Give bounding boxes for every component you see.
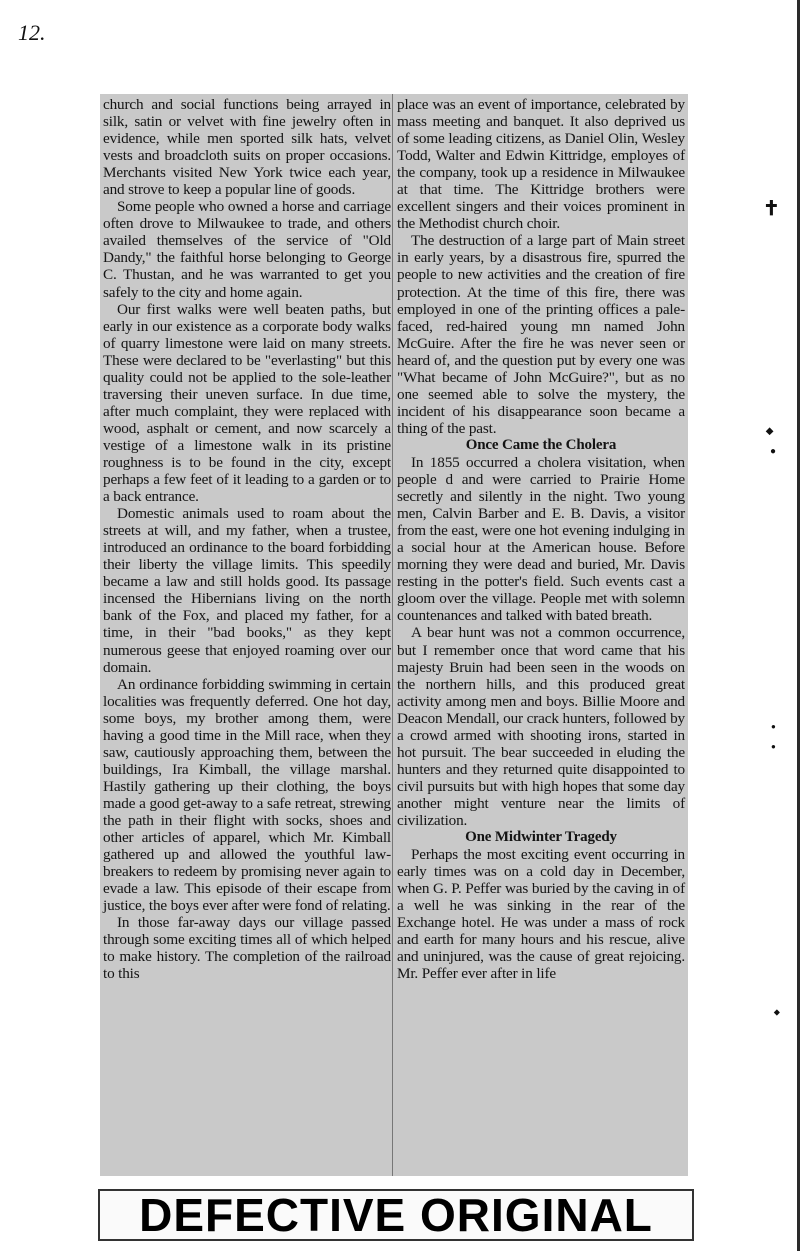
margin-dot: ●: [771, 722, 776, 731]
paragraph: Domestic animals used to roam about the streets at will, and my father, when a trustee, introduced an ordinance to the board forbidding their liberty the village limits. This speedily became a law and still holds good. Its passage incensed the Hibernians living on the north bank of the Fox, and placed my father, for a time, in their "bad books," as they kept numerous geese that enjoyed roaming over our domain.: [103, 505, 391, 676]
paragraph: A bear hunt was not a common occurrence, but I remember once that word came that his majesty Bruin had been seen in the woods on the northern hills, and this produced great activity among men and boys. Billie Moore and Deacon Mendall, our crack hunters, followed by a crowd armed with shooting irons, started in hot pursuit. The bear succeeded in eluding the hunters and they returned quite disappointed to civil pursuits but with high hopes that some day another might venture near the limits of civilization.: [397, 624, 685, 829]
paragraph: Some people who owned a horse and carriage often drove to Milwaukee to trade, and others availed themselves of the service of "Old Dandy," the faithful horse belonging to George C. Thustan, and he was warranted to get you safely to the city and home again.: [103, 198, 391, 301]
margin-mark: ✝: [763, 198, 780, 220]
paragraph: Perhaps the most exciting event occurring in early times was on a cold day in December, when G. P. Peffer was buried by the caving in of a well he was sinking in the rear of the Exchange hotel. He was under a mass of rock and earth for many hours and his rescue, alive and uninjured, was the cause of great rejoicing. Mr. Peffer ever after in life: [397, 846, 685, 983]
paragraph: Our first walks were well beaten paths, but early in our existence as a corporate body walks of quarry limestone were laid on many streets. These were declared to be "everlasting" but this quality could not be applied to the sole-leather traversing their uneven surface. In due time, after much complaint, they were replaced with wood, asphalt or cement, and now scarcely a vestige of a limestone walk in its pristine roughness is to be found in the city, except perhaps a few feet of it leading to a garden or to a back entrance.: [103, 300, 391, 506]
margin-mark: ⬩: [766, 420, 774, 442]
margin-mark: ⬩: [774, 1004, 780, 1021]
paragraph: church and social functions being arrayed in silk, satin or velvet with fine jewelry often in evidence, while men sported silk hats, velvet vests and broadcloth suits on proper occasions. Merchants visited New York twice each year, and strove to keep a popular line of goods.: [103, 96, 391, 199]
left-column: [103, 96, 391, 982]
column-rule: [392, 94, 393, 1176]
page-number: 12.: [18, 20, 46, 45]
paragraph: The destruction of a large part of Main street in early years, by a disastrous fire, spurred the people to new activities and the creation of fire protection. At the time of this fire, there was employed in one of the printing offices a pale-faced, red-haired young mn named John McGuire. After the fire he was never seen or heard of, and the question put by every one was "What became of John McGuire?", but as no one seemed able to solve the mystery, the incident of his disappearance soon became a thing of the past.: [397, 232, 685, 437]
paragraph: In those far-away days our village passed through some exciting times all of which helped to make history. The completion of the railroad to this: [103, 914, 391, 983]
newspaper-clipping: [100, 94, 688, 1176]
heading-cholera: Once Came the Cholera: [465, 436, 617, 453]
paragraph: An ordinance forbidding swimming in certain localities was frequently deferred. One hot day, some boys, my brother among them, were having a good time in the Mill race, when they saw, cautiously approaching them, between the buildings, Ira Kimball, the village marshal. Hastily gathering up their clothing, the boys made a good get-away to a safe retreat, strewing the path in their flight with socks, shoes and other articles of apparel, which Mr. Kimball gathered up and allowed the youthful law-breakers to redeem by promising never again to evade a law. This episode of their escape from justice, the boys ever after were fond of relating.: [103, 675, 391, 915]
paragraph: place was an event of importance, celebrated by mass meeting and banquet. It also deprived us of some leading citizens, as Daniel Olin, Wesley Todd, Walter and Edwin Kittridge, employes of the company, took up a residence in Milwaukee at that time. The Kittridge brothers were excellent singers and their voices prominent in the Methodist church choir.: [397, 96, 685, 233]
right-column: [397, 96, 685, 982]
heading-tragedy: One Midwinter Tragedy: [465, 829, 617, 846]
margin-dot: ●: [771, 742, 776, 751]
paragraph: In 1855 occurred a cholera visitation, when people d and were carried to Prairie Home secretly and silently in the night. Two young men, Calvin Barber and E. B. Davis, a visitor from the east, were one hot evening indulging in a social hour at the American house. Before morning they were dead and buried, Mr. Davis resting in the potter's field. Such events cast a gloom over the village. People met with solemn countenances and talked with bated breath.: [397, 453, 685, 625]
defective-original-stamp: DEFECTIVE ORIGINAL: [98, 1189, 694, 1241]
margin-dot: ●: [770, 446, 777, 457]
